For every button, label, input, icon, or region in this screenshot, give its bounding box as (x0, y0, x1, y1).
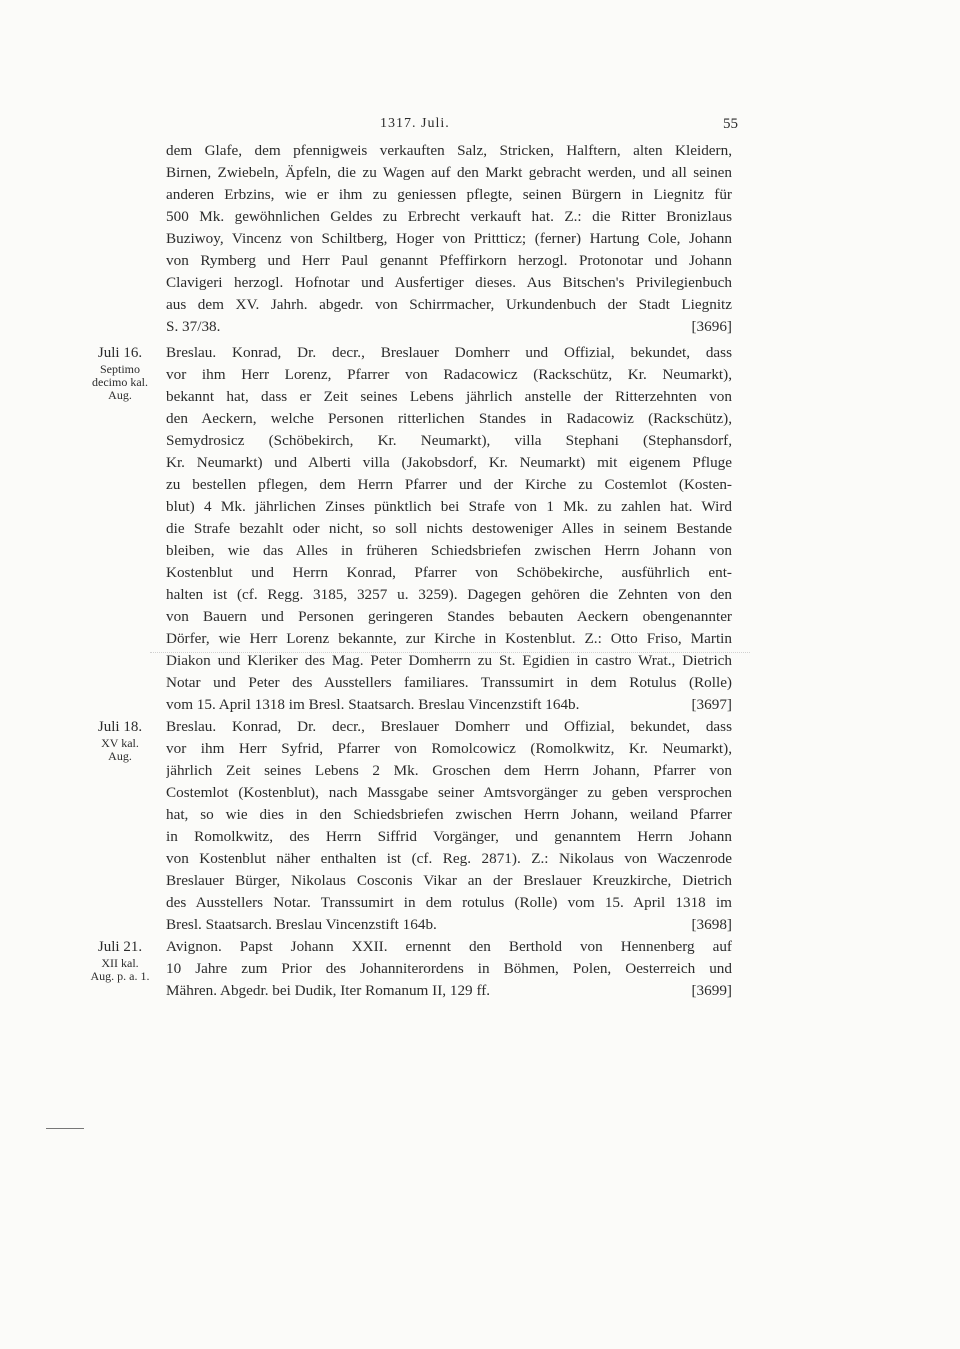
text-line (166, 496, 732, 518)
text-line (166, 228, 732, 250)
text-line-content: zu bestellen pflegen, dem Herrn Pfarrer und der Kirche zu Costemlot (Kosten- (166, 476, 732, 493)
text-line-content: dem Glafe, dem pfennigweis verkauften Salz, Stricken, Halftern, alten Kleidern, (166, 142, 732, 159)
text-line (166, 250, 732, 272)
regest-number: [3696] (691, 318, 732, 335)
margin-date-note (80, 718, 160, 763)
text-line-content: Breslauer Bürger, Nikolaus Cosconis Vikar an der Breslauer Kreuzkirche, Dietrich (166, 872, 732, 889)
text-line-content: Kostenblut und Herrn Konrad, Pfarrer von Schöbekirche, ausführlich ent- (166, 564, 732, 581)
text-line (166, 870, 732, 892)
margin-date-note (80, 344, 160, 402)
text-line (166, 184, 732, 206)
text-line-content: von Rymberg und Herr Paul genannt Pfeffirkorn herzogl. Protonotar und Johann (166, 252, 732, 269)
text-line-content: Breslau. Konrad, Dr. decr., Breslauer Domherr und Offizial, bekundet, dass (166, 718, 732, 735)
text-line (166, 980, 732, 1002)
text-line (166, 914, 732, 936)
margin-calendar-date: XII kal. (101, 956, 139, 970)
text-line-content: in Romolkwitz, des Herrn Siffrid Vorgänger, und genanntem Herrn Johann (166, 828, 732, 845)
page-header (380, 116, 740, 136)
text-line (166, 628, 732, 650)
text-line (166, 518, 732, 540)
text-line-content: Birnen, Zwiebeln, Äpfeln, die zu Wagen auf den Markt gebracht werden, und all seinen (166, 164, 732, 181)
text-line (166, 140, 732, 162)
margin-calendar-date: Aug. (108, 388, 132, 402)
text-line-content: 500 Mk. gewöhnlichen Geldes zu Erbrecht verkauft hat. Z.: die Ritter Bronizlaus (166, 208, 732, 225)
text-line (166, 694, 732, 716)
text-line (166, 342, 732, 364)
text-line-content: Costemlot (Kostenblut), nach Massgabe seiner Amtsvorgänger zu geben versprochen (166, 784, 732, 801)
text-line-content: halten ist (cf. Regg. 3185, 3257 u. 3259). Dagegen gehören die Zehnten von den (166, 586, 732, 603)
text-line-content: den Aeckern, welche Personen ritterlichen Standes in Radacowiz (Rackschütz), (166, 410, 732, 427)
margin-date-note (80, 938, 160, 983)
text-line (166, 206, 732, 228)
running-title: 1317. Juli. (380, 116, 450, 131)
text-line (166, 804, 732, 826)
text-line-content: Breslau. Konrad, Dr. decr., Breslauer Domherr und Offizial, bekundet, dass (166, 344, 732, 361)
text-line (166, 958, 732, 980)
text-line-content: hat, so wie dies in den Schiedsbriefen zwischen Herrn Johann, weiland Pfarrer (166, 806, 732, 823)
footnote-rule (46, 1128, 84, 1129)
fold-line (150, 652, 750, 653)
text-line (166, 162, 732, 184)
text-line (166, 408, 732, 430)
text-line (166, 316, 732, 338)
text-line-content: Buziwoy, Vincenz von Schiltberg, Hoger von Prittticz; (ferner) Hartung Cole, Johann (166, 230, 732, 247)
text-line (166, 848, 732, 870)
page-number: 55 (723, 116, 738, 132)
margin-calendar-date: Aug. (108, 749, 132, 763)
text-line-content: Mähren. Abgedr. bei Dudik, Iter Romanum II, 129 ff. (166, 982, 491, 999)
regest-number: [3699] (691, 982, 732, 999)
text-line-content: vor ihm Herr Lorenz, Pfarrer von Radacowicz (Rackschütz, Kr. Neumarkt), (166, 366, 732, 383)
text-line (166, 826, 732, 848)
text-line (166, 672, 732, 694)
text-line-content: vom 15. April 1318 im Bresl. Staatsarch. Breslau Vincenzstift 164b. (166, 696, 580, 713)
text-line-content: Dörfer, wie Herr Lorenz bekannte, zur Kirche in Kostenblut. Z.: Otto Friso, Martin (166, 630, 732, 647)
text-line-content: Avignon. Papst Johann XXII. ernennt den Berthold von Hennenberg auf (166, 938, 732, 955)
margin-calendar-date: decimo kal. (92, 375, 148, 389)
regest-number: [3698] (691, 916, 732, 933)
text-line (166, 430, 732, 452)
text-line (166, 716, 732, 738)
text-line (166, 294, 732, 316)
text-line (166, 474, 732, 496)
text-line-content: des Ausstellers Notar. Transsumirt in dem rotulus (Rolle) vom 15. April 1318 im (166, 894, 732, 911)
text-line (166, 782, 732, 804)
text-line (166, 452, 732, 474)
margin-date: Juli 21. (97, 939, 143, 955)
text-line (166, 562, 732, 584)
text-line (166, 650, 732, 672)
text-line (166, 584, 732, 606)
text-line-content: jährlich Zeit seines Lebens 2 Mk. Groschen dem Herrn Johann, Pfarrer von (166, 762, 732, 779)
text-line (166, 606, 732, 628)
text-line-content: Clavigeri herzogl. Hofnotar und Ausfertiger dieses. Aus Bitschen's Privilegienbuch (166, 274, 732, 291)
text-line-content: blut) 4 Mk. jährlichen Zinses pünktlich bei Strafe von 1 Mk. zu zahlen hat. Wird (166, 498, 732, 515)
text-line-content: von Bauern und Personen geringeren Standes bebauten Aeckern obengenannter (166, 608, 732, 625)
margin-date: Juli 16. (97, 345, 143, 361)
margin-calendar-date: XV kal. (101, 736, 139, 750)
text-line (166, 936, 732, 958)
text-line-content: Notar und Peter des Ausstellers familiares. Transsumirt in dem Rotulus (Rolle) (166, 674, 732, 691)
text-line-content: bleiben, wie das Alles in früheren Schiedsbriefen zwischen Herrn Johann von (166, 542, 732, 559)
text-line (166, 364, 732, 386)
text-line (166, 272, 732, 294)
text-line-content: 10 Jahre zum Prior des Johanniterordens in Böhmen, Polen, Oesterreich und (166, 960, 732, 977)
text-line-content: die Strafe bezahlt oder nicht, so soll nichts destoweniger Alles in seinem Bestande (166, 520, 732, 537)
margin-calendar-date: Aug. p. a. 1. (90, 969, 150, 983)
margin-date: Juli 18. (97, 719, 143, 735)
text-line (166, 892, 732, 914)
text-line (166, 540, 732, 562)
text-line (166, 738, 732, 760)
text-line-content: S. 37/38. (166, 318, 221, 335)
text-line-content: Diakon und Kleriker des Mag. Peter Domherrn zu St. Egidien in castro Wrat., Dietrich (166, 652, 732, 669)
text-line-content: aus dem XV. Jahrh. abgedr. von Schirrmacher, Urkundenbuch der Stadt Liegnitz (166, 296, 732, 313)
text-line (166, 386, 732, 408)
margin-calendar-date: Septimo (99, 362, 140, 376)
text-line-content: bekannt hat, dass er Zeit seines Lebens jährlich anstelle der Ritterzehnten von (166, 388, 732, 405)
text-line-content: Bresl. Staatsarch. Breslau Vincenzstift 164b. (166, 916, 437, 933)
text-line (166, 760, 732, 782)
text-line-content: vor ihm Herr Syfrid, Pfarrer von Romolcowicz (Romolkwitz, Kr. Neumarkt), (166, 740, 732, 757)
text-line-content: von Kostenblut näher enthalten ist (cf. Reg. 2871). Z.: Nikolaus von Waczenrode (166, 850, 732, 867)
text-line-content: anderen Erbzins, wie er ihm zu geniessen pflegte, seinen Bürgern in Liegnitz für (166, 186, 732, 203)
text-line-content: Kr. Neumarkt) und Alberti villa (Jakobsdorf, Kr. Neumarkt) mit eigenem Pfluge (166, 454, 732, 471)
regest-number: [3697] (691, 696, 732, 713)
text-line-content: Semydrosicz (Schöbekirch, Kr. Neumarkt), villa Stephani (Stephansdorf, (166, 432, 732, 449)
